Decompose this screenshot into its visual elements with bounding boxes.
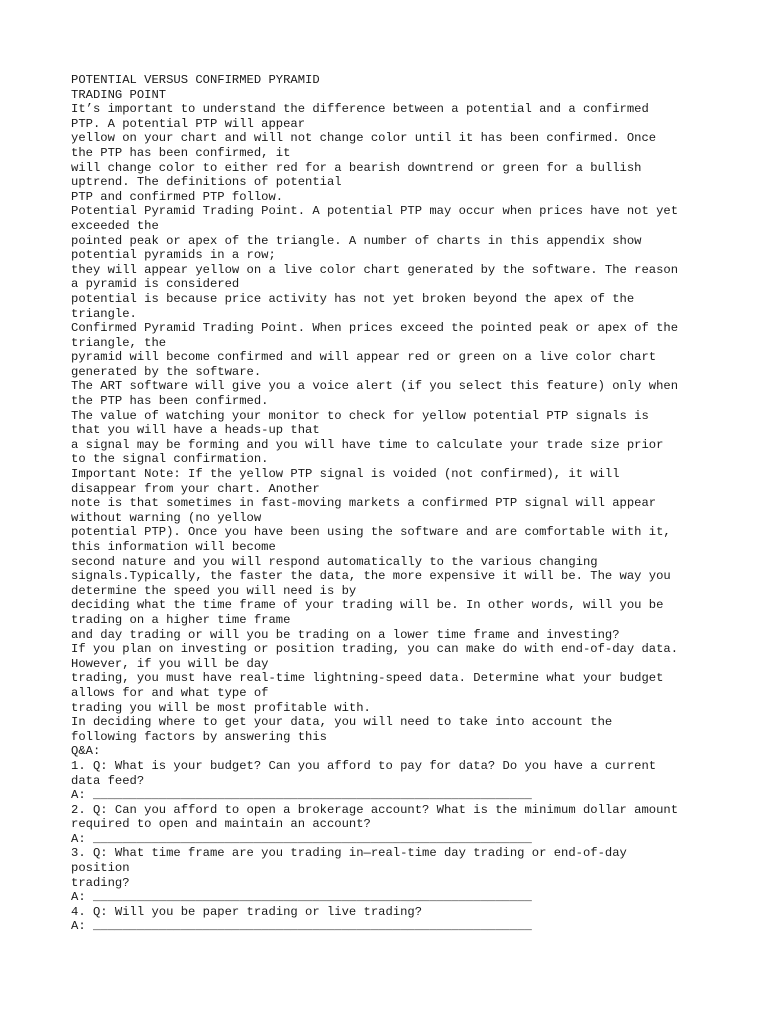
text-line: A: ____________________________________________________________ (71, 919, 532, 934)
text-line: 1. Q: What is your budget? Can you afford to pay for data? Do you have a current (71, 758, 657, 773)
text-line: without warning (no yellow (71, 510, 262, 525)
text-line: 4. Q: Will you be paper trading or live trading? (71, 904, 423, 919)
document-title-line: POTENTIAL VERSUS CONFIRMED PYRAMID (71, 73, 320, 87)
text-line: to the signal confirmation. (71, 452, 269, 467)
text-line: deciding what the time frame of your trading will be. In other words, will you be (71, 598, 664, 613)
text-line: A: ____________________________________________________________ (71, 788, 532, 803)
text-line: they will appear yellow on a live color chart generated by the software. The reason (71, 262, 679, 277)
text-line: In deciding where to get your data, you will need to take into account the (71, 715, 613, 730)
text-line: pointed peak or apex of the triangle. A number of charts in this appendix show (71, 233, 642, 248)
text-line: that you will have a heads-up that (71, 423, 320, 438)
text-line: a signal may be forming and you will have time to calculate your trade size prior (71, 437, 664, 452)
text-line: Potential Pyramid Trading Point. A potential PTP may occur when prices have not yet (71, 204, 679, 219)
text-line: 2. Q: Can you afford to open a brokerage account? What is the minimum dollar amount (71, 802, 679, 817)
text-line: position (71, 861, 130, 876)
text-line: A: ____________________________________________________________ (71, 831, 532, 846)
text-line: and day trading or will you be trading on a lower time frame and investing? (71, 627, 620, 642)
document-body (71, 73, 711, 934)
text-line: 3. Q: What time frame are you trading in—real-time day trading or end-of-day (71, 846, 627, 861)
text-line: The value of watching your monitor to check for yellow potential PTP signals is (71, 408, 649, 423)
text-line: a pyramid is considered (71, 277, 240, 292)
text-line: data feed? (71, 773, 145, 788)
text-line: exceeded the (71, 218, 159, 233)
text-line: pyramid will become confirmed and will appear red or green on a live color chart (71, 350, 657, 365)
text-line: If you plan on investing or position trading, you can make do with end-of-day data. (71, 642, 679, 657)
text-line: yellow on your chart and will not change color until it has been confirmed. Once (71, 131, 657, 146)
text-line: required to open and maintain an account? (71, 817, 371, 832)
text-line: PTP and confirmed PTP follow. (71, 189, 284, 204)
text-line: this information will become (71, 540, 276, 554)
text-line: signals.Typically, the faster the data, the more expensive it will be. The way you (71, 569, 671, 584)
text-line: note is that sometimes in fast-moving markets a confirmed PTP signal will appear (71, 496, 657, 511)
text-line: allows for and what type of (71, 685, 269, 700)
text-line: trading? (71, 875, 130, 890)
text-line: trading you will be most profitable with. (71, 700, 371, 715)
text-line: Q&A: (71, 744, 101, 759)
text-line: second nature and you will respond automatically to the various changing (71, 554, 598, 569)
text-line: potential PTP). Once you have been using the software and are comfortable with it, (71, 525, 671, 540)
text-line: It’s important to understand the difference between a potential and a confirmed (71, 102, 649, 117)
text-line: the PTP has been confirmed, it (71, 145, 291, 160)
document-title-line: TRADING POINT (71, 87, 167, 102)
text-line: disappear from your chart. Another (71, 481, 320, 496)
text-line: potential pyramids in a row; (71, 248, 276, 263)
text-line: triangle. (71, 306, 137, 321)
text-line: the PTP has been confirmed. (71, 394, 269, 409)
text-line: following factors by answering this (71, 729, 327, 744)
text-line: PTP. A potential PTP will appear (71, 116, 306, 131)
text-line: triangle, the (71, 335, 167, 350)
text-line: determine the speed you will need is by (71, 583, 357, 598)
text-line: trading, you must have real-time lightning-speed data. Determine what your budget (71, 671, 664, 686)
text-line: However, if you will be day (71, 656, 269, 671)
text-line: The ART software will give you a voice alert (if you select this feature) only when (71, 379, 679, 394)
text-line: Confirmed Pyramid Trading Point. When prices exceed the pointed peak or apex of the (71, 321, 679, 336)
text-line: Important Note: If the yellow PTP signal is voided (not confirmed), it will (71, 467, 620, 482)
text-line: A: ____________________________________________________________ (71, 890, 532, 905)
text-line: uptrend. The definitions of potential (71, 175, 342, 190)
text-line: trading on a higher time frame (71, 612, 291, 627)
text-line: generated by the software. (71, 364, 262, 379)
text-line: potential is because price activity has not yet broken beyond the apex of the (71, 291, 635, 306)
text-line: will change color to either red for a bearish downtrend or green for a bullish (71, 160, 642, 175)
